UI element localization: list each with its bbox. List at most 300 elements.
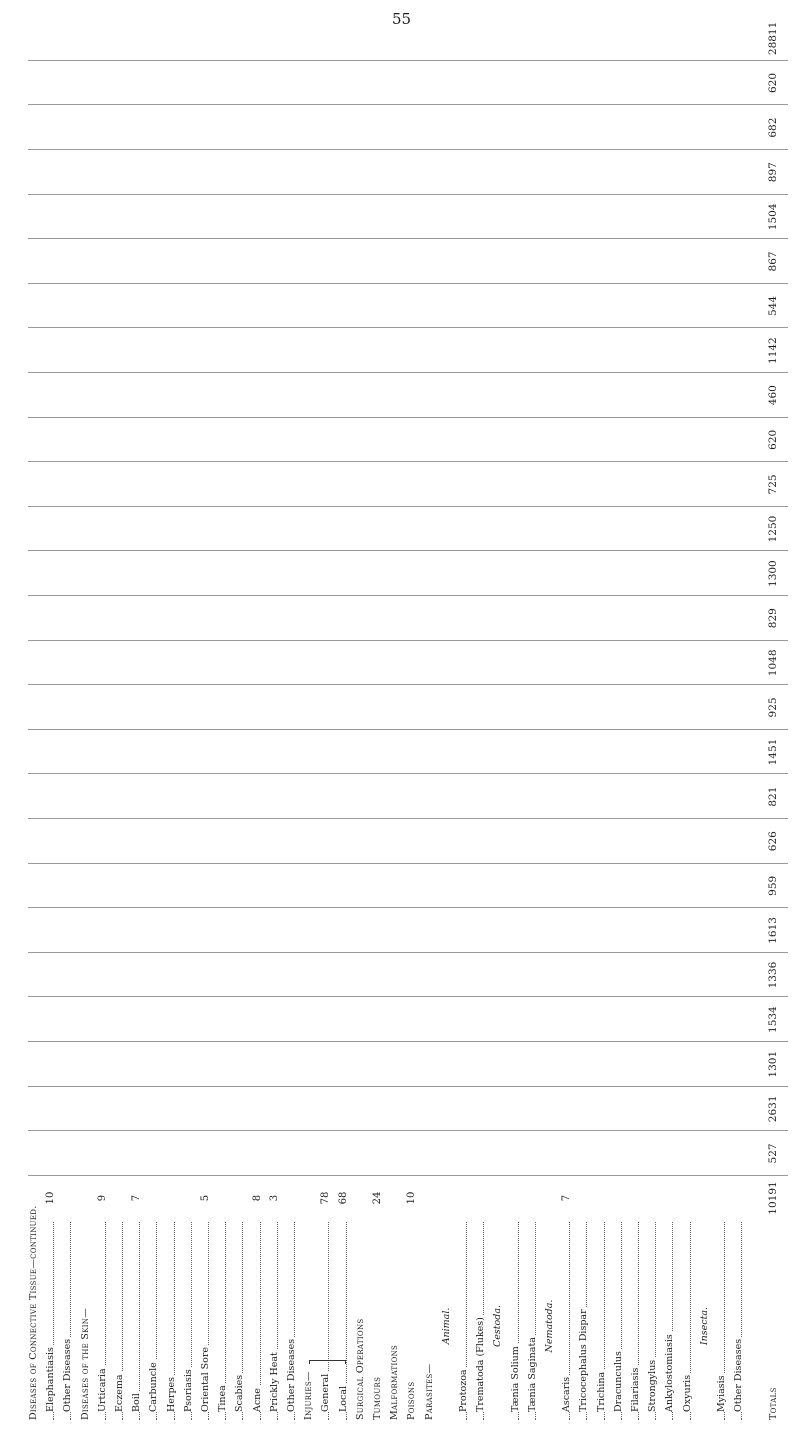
table-cell <box>338 685 350 729</box>
table-cell <box>97 775 109 819</box>
table-cell <box>166 596 178 640</box>
table-cell <box>183 685 195 729</box>
table-cell <box>62 1131 74 1175</box>
table-cell <box>424 1042 436 1086</box>
table-cell <box>664 239 676 283</box>
table-cell <box>664 61 676 105</box>
table-cell <box>699 596 711 640</box>
table-cell <box>613 373 625 417</box>
table-cell <box>320 239 332 283</box>
table-cell <box>578 373 590 417</box>
table-cell <box>372 819 384 863</box>
table-cell <box>510 998 522 1042</box>
table-cell <box>200 16 212 60</box>
table-cell <box>200 329 212 373</box>
table-cell <box>372 195 384 239</box>
row-label <box>613 1222 625 1420</box>
table-cell <box>148 1087 160 1131</box>
table-cell <box>406 552 418 596</box>
table-cell <box>148 239 160 283</box>
table-cell <box>613 1176 625 1220</box>
table-cell <box>372 685 384 729</box>
table-cell <box>183 864 195 908</box>
table-cell <box>320 1087 332 1131</box>
table-cell <box>97 552 109 596</box>
row-label <box>492 1230 504 1420</box>
table-cell <box>733 953 745 997</box>
table-cell <box>578 730 590 774</box>
table-cell <box>475 329 487 373</box>
table-cell <box>234 61 246 105</box>
data-column <box>28 641 788 685</box>
table-cell <box>80 908 92 952</box>
table-cell <box>630 1176 642 1220</box>
table-cell <box>475 775 487 819</box>
table-cell <box>682 284 694 328</box>
table-cell <box>647 329 659 373</box>
table-cell <box>252 284 264 328</box>
table-cell <box>166 418 178 462</box>
table-cell <box>338 106 350 150</box>
table-cell <box>510 1176 522 1220</box>
table-cell <box>45 596 57 640</box>
table-cell <box>166 775 178 819</box>
table-cell <box>510 418 522 462</box>
table-cell <box>269 908 281 952</box>
table-cell <box>355 284 367 328</box>
table-cell: 68 <box>337 1191 349 1205</box>
table-cell <box>355 373 367 417</box>
table-cell <box>596 16 608 60</box>
table-cell <box>630 953 642 997</box>
table-cell <box>97 1042 109 1086</box>
table-cell <box>45 239 57 283</box>
table-cell <box>596 1042 608 1086</box>
table-cell <box>596 329 608 373</box>
table-cell <box>492 284 504 328</box>
table-cell <box>148 462 160 506</box>
table-cell <box>475 1087 487 1131</box>
table-cell <box>28 596 40 640</box>
table-cell <box>234 150 246 194</box>
table-cell <box>355 1042 367 1086</box>
table-cell <box>458 150 470 194</box>
table-cell <box>561 864 573 908</box>
row-label <box>699 1230 711 1420</box>
table-cell <box>527 1131 539 1175</box>
table-cell <box>62 195 74 239</box>
table-cell <box>389 1087 401 1131</box>
table-cell <box>97 998 109 1042</box>
data-column <box>28 1176 788 1220</box>
row-label-text: Cestoda. <box>492 1304 504 1348</box>
table-cell <box>561 641 573 685</box>
column-total: 544 <box>766 295 779 317</box>
table-cell <box>527 373 539 417</box>
table-cell <box>424 373 436 417</box>
table-cell <box>682 61 694 105</box>
table-cell <box>699 730 711 774</box>
table-cell <box>561 195 573 239</box>
table-cell <box>630 685 642 729</box>
table-cell <box>200 1087 212 1131</box>
table-cell <box>578 641 590 685</box>
table-cell <box>320 953 332 997</box>
table-cell <box>269 284 281 328</box>
column-total: 897 <box>766 162 779 183</box>
table-cell <box>682 908 694 952</box>
table-cell <box>166 195 178 239</box>
row-label <box>647 1222 659 1420</box>
column-separator <box>28 238 788 239</box>
data-column <box>28 418 788 462</box>
table-cell <box>733 596 745 640</box>
table-cell <box>458 552 470 596</box>
table-cell <box>166 507 178 551</box>
table-cell <box>458 908 470 952</box>
table-cell <box>716 507 728 551</box>
table-cell <box>148 1042 160 1086</box>
table-cell <box>45 61 57 105</box>
table-cell <box>492 552 504 596</box>
table-cell <box>320 16 332 60</box>
table-cell <box>750 150 762 194</box>
table-cell <box>286 685 298 729</box>
table-cell <box>664 552 676 596</box>
table-cell <box>355 685 367 729</box>
table-cell <box>475 1176 487 1220</box>
table-cell <box>234 329 246 373</box>
table-cell <box>406 953 418 997</box>
table-cell <box>166 1087 178 1131</box>
table-cell <box>475 1042 487 1086</box>
table-cell <box>647 106 659 150</box>
table-cell <box>682 1087 694 1131</box>
table-cell <box>200 507 212 551</box>
table-cell <box>699 507 711 551</box>
column-separator <box>28 372 788 373</box>
table-cell <box>716 1087 728 1131</box>
table-cell <box>355 507 367 551</box>
table-cell <box>234 1042 246 1086</box>
table-cell <box>320 284 332 328</box>
table-cell <box>596 819 608 863</box>
table-cell <box>664 596 676 640</box>
table-cell <box>252 1131 264 1175</box>
table-cell <box>389 775 401 819</box>
table-cell <box>200 775 212 819</box>
table-cell <box>80 329 92 373</box>
row-label <box>97 1222 109 1420</box>
table-cell <box>234 284 246 328</box>
table-cell <box>510 16 522 60</box>
table-cell <box>733 1176 745 1220</box>
table-cell <box>148 596 160 640</box>
data-column <box>28 239 788 283</box>
table-cell <box>716 16 728 60</box>
table-cell <box>131 16 143 60</box>
table-cell <box>28 1042 40 1086</box>
table-cell <box>269 730 281 774</box>
table-cell <box>338 641 350 685</box>
table-cell <box>97 1131 109 1175</box>
table-cell <box>699 819 711 863</box>
table-cell <box>699 150 711 194</box>
row-label <box>750 1230 762 1420</box>
table-cell <box>183 1176 195 1220</box>
table-cell <box>97 239 109 283</box>
table-cell <box>561 1042 573 1086</box>
table-cell <box>596 641 608 685</box>
table-cell <box>664 418 676 462</box>
table-cell <box>733 418 745 462</box>
table-cell <box>441 373 453 417</box>
data-column <box>28 150 788 194</box>
table-cell <box>561 16 573 60</box>
table-cell <box>578 507 590 551</box>
table-cell <box>630 1087 642 1131</box>
table-cell <box>647 596 659 640</box>
table-cell <box>320 908 332 952</box>
table-cell <box>630 864 642 908</box>
row-label <box>303 1220 315 1420</box>
table-cell <box>458 685 470 729</box>
table-cell <box>166 730 178 774</box>
row-label-text: Malformations <box>389 1344 401 1420</box>
table-cell <box>114 16 126 60</box>
table-cell <box>62 819 74 863</box>
table-cell <box>750 998 762 1042</box>
table-cell <box>561 685 573 729</box>
table-cell <box>682 953 694 997</box>
table-cell <box>699 908 711 952</box>
table-cell <box>114 685 126 729</box>
table-cell <box>733 373 745 417</box>
column-total: 620 <box>766 72 779 94</box>
table-cell <box>114 1131 126 1175</box>
table-cell <box>733 195 745 239</box>
table-cell <box>647 1087 659 1131</box>
table-cell <box>544 864 556 908</box>
table-cell <box>424 685 436 729</box>
table-cell <box>45 462 57 506</box>
table-cell <box>97 685 109 729</box>
row-label <box>320 1222 332 1420</box>
table-cell <box>424 462 436 506</box>
table-cell <box>561 150 573 194</box>
row-label-text: Nematoda. <box>544 1299 555 1353</box>
column-separator <box>28 417 788 418</box>
row-label-text: Tænia Solium <box>509 1346 521 1412</box>
table-cell <box>561 998 573 1042</box>
table-cell <box>441 150 453 194</box>
table-cell <box>338 908 350 952</box>
table-cell <box>183 730 195 774</box>
row-label <box>424 1220 436 1420</box>
table-cell <box>97 641 109 685</box>
table-cell <box>97 908 109 952</box>
table-cell <box>389 284 401 328</box>
table-cell <box>699 998 711 1042</box>
table-cell <box>527 953 539 997</box>
table-cell <box>389 61 401 105</box>
table-cell <box>647 685 659 729</box>
row-label-text: Prickly Heat <box>268 1352 280 1412</box>
table-cell <box>527 195 539 239</box>
table-cell <box>80 284 92 328</box>
table-cell <box>510 462 522 506</box>
table-cell <box>148 1176 160 1220</box>
table-cell <box>647 864 659 908</box>
table-cell <box>338 462 350 506</box>
column-total: 1336 <box>766 961 779 989</box>
table-cell <box>28 462 40 506</box>
row-label <box>527 1222 539 1420</box>
table-cell <box>389 953 401 997</box>
table-cell <box>630 329 642 373</box>
table-cell <box>561 106 573 150</box>
row-label <box>234 1222 246 1420</box>
table-cell <box>664 864 676 908</box>
table-cell <box>527 596 539 640</box>
table-cell <box>441 1042 453 1086</box>
table-cell <box>424 284 436 328</box>
table-cell <box>492 329 504 373</box>
table-cell <box>131 552 143 596</box>
table-cell <box>475 552 487 596</box>
table-cell <box>406 329 418 373</box>
row-label-text: Eczema <box>114 1374 125 1412</box>
row-label-text: Trematoda (Flukes) <box>475 1317 487 1412</box>
table-cell <box>166 61 178 105</box>
table-cell <box>338 953 350 997</box>
table-cell <box>578 552 590 596</box>
table-cell <box>131 106 143 150</box>
table-cell <box>682 150 694 194</box>
table-cell <box>613 418 625 462</box>
table-cell <box>303 596 315 640</box>
table-cell <box>750 1176 762 1220</box>
table-cell <box>80 1131 92 1175</box>
column-total: 460 <box>766 385 779 406</box>
table-cell <box>372 329 384 373</box>
table-cell <box>355 908 367 952</box>
table-cell <box>613 462 625 506</box>
table-cell <box>406 418 418 462</box>
table-cell <box>510 61 522 105</box>
table-cell <box>424 61 436 105</box>
table-cell <box>716 641 728 685</box>
table-cell <box>303 195 315 239</box>
column-total: 829 <box>766 608 779 629</box>
table-cell <box>699 685 711 729</box>
table-cell <box>389 507 401 551</box>
table-cell <box>372 641 384 685</box>
table-cell <box>338 775 350 819</box>
table-cell <box>561 239 573 283</box>
data-column <box>28 819 788 863</box>
table-cell <box>62 864 74 908</box>
column-total: 725 <box>766 474 779 495</box>
table-cell <box>28 864 40 908</box>
table-cell <box>62 418 74 462</box>
table-cell <box>303 150 315 194</box>
column-separator <box>28 907 788 908</box>
table-cell <box>45 195 57 239</box>
table-cell <box>80 685 92 729</box>
table-cell <box>406 998 418 1042</box>
table-cell <box>114 106 126 150</box>
table-cell <box>664 908 676 952</box>
table-cell <box>424 329 436 373</box>
table-cell <box>664 819 676 863</box>
data-column <box>28 730 788 774</box>
table-cell <box>596 1176 608 1220</box>
table-cell <box>80 1042 92 1086</box>
column-separator <box>28 105 788 106</box>
table-cell <box>252 730 264 774</box>
table-cell <box>733 284 745 328</box>
table-cell <box>338 195 350 239</box>
table-cell <box>355 1131 367 1175</box>
table-cell <box>630 641 642 685</box>
table-cell <box>578 106 590 150</box>
table-cell <box>733 329 745 373</box>
table-cell <box>28 418 40 462</box>
table-cell <box>45 106 57 150</box>
table-cell <box>527 507 539 551</box>
table-cell <box>527 775 539 819</box>
table-cell <box>682 998 694 1042</box>
data-column <box>28 195 788 239</box>
table-cell <box>320 1042 332 1086</box>
table-cell <box>131 730 143 774</box>
table-cell <box>699 195 711 239</box>
table-cell <box>458 1176 470 1220</box>
table-cell <box>647 507 659 551</box>
row-label <box>682 1222 694 1420</box>
table-cell <box>45 864 57 908</box>
table-cell <box>166 16 178 60</box>
table-cell <box>647 775 659 819</box>
table-cell <box>750 1131 762 1175</box>
row-label-text: Tænia Saginata <box>526 1337 538 1412</box>
table-cell <box>303 106 315 150</box>
table-cell <box>80 596 92 640</box>
table-cell <box>441 596 453 640</box>
table-cell <box>475 507 487 551</box>
table-cell <box>114 418 126 462</box>
column-separator <box>28 595 788 596</box>
table-cell <box>234 462 246 506</box>
page-number: 55 <box>392 10 412 28</box>
table-cell <box>544 552 556 596</box>
table-cell <box>561 552 573 596</box>
table-cell <box>183 373 195 417</box>
table-cell <box>131 641 143 685</box>
table-cell <box>217 239 229 283</box>
table-cell <box>664 284 676 328</box>
table-cell <box>733 106 745 150</box>
table-cell <box>269 819 281 863</box>
table-cell <box>492 462 504 506</box>
table-cell <box>475 61 487 105</box>
table-cell <box>578 953 590 997</box>
table-cell <box>80 730 92 774</box>
table-cell <box>389 462 401 506</box>
table-cell <box>45 819 57 863</box>
data-column <box>28 908 788 952</box>
